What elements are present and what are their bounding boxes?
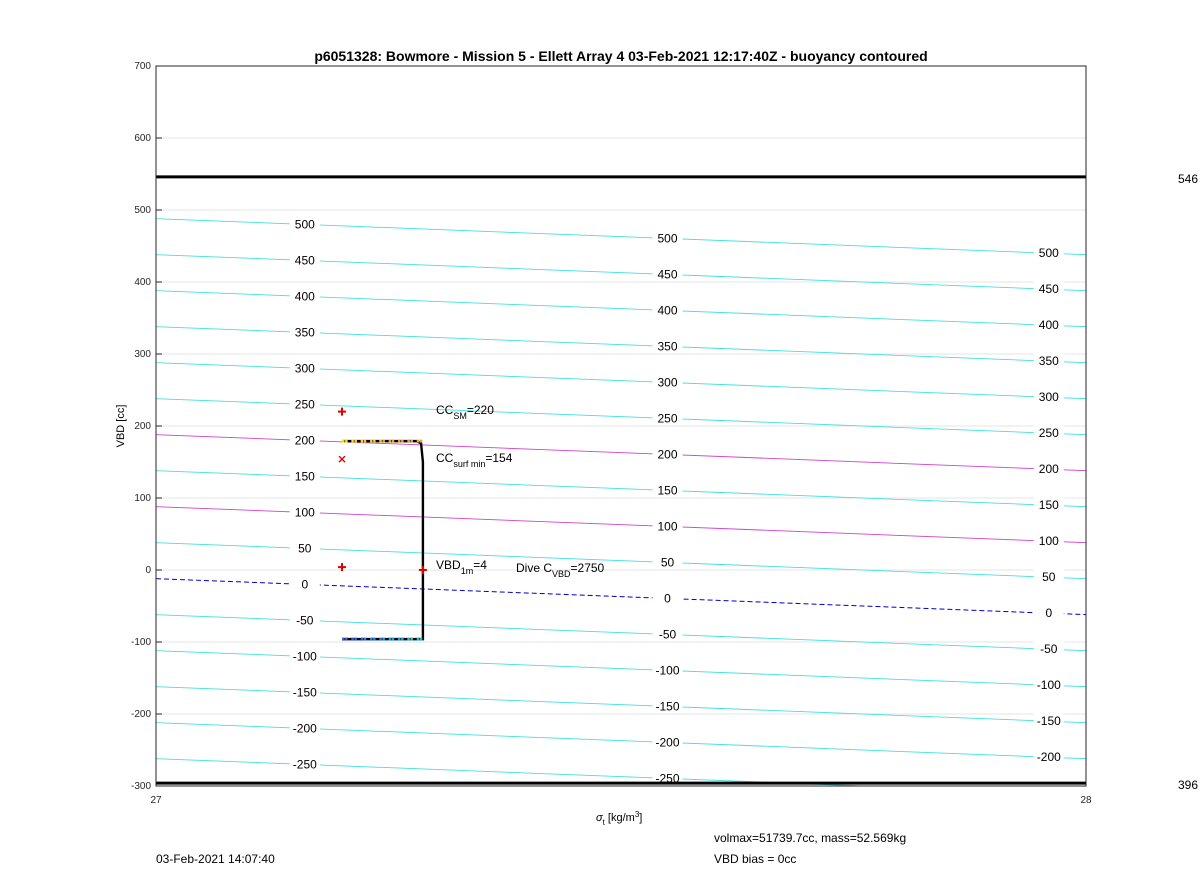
- contour-label: -150: [1036, 714, 1061, 729]
- contour-label: 500: [1038, 246, 1059, 261]
- contour-label: 250: [657, 411, 678, 426]
- plus-marker: [419, 566, 427, 574]
- contour-label: -250: [655, 771, 680, 786]
- contour-label: 400: [1038, 318, 1059, 333]
- contour-label: -200: [655, 735, 680, 750]
- cc-sm-annotation: $CC_{SM}=220$: [436, 403, 494, 421]
- contour-label: 200: [1038, 462, 1059, 477]
- contour-label: 200: [294, 433, 315, 448]
- contour-label: -200: [292, 721, 317, 736]
- y-tick-label: 700: [134, 61, 151, 72]
- cross-marker: [339, 456, 345, 462]
- y-axis-ticks: [131, 61, 162, 792]
- x-axis-label: $\sigma_t$ $[kg/m^3]$: [596, 810, 643, 827]
- y-tick-label: 400: [134, 277, 151, 288]
- contour-label: 300: [657, 375, 678, 390]
- contour-label: 100: [1038, 534, 1059, 549]
- chart-title: p6051328: Bowmore - Mission 5 - Ellett Array 4 03-Feb-2021 12:17:40Z - buoyancy contoured: [314, 48, 928, 64]
- y-tick-label: -100: [130, 637, 151, 648]
- y-tick-label: -300: [130, 781, 151, 792]
- contour-label: 100: [657, 519, 678, 534]
- contour-label: 50: [660, 555, 675, 570]
- contour-label: 450: [294, 253, 315, 268]
- markers: [338, 408, 427, 574]
- y-tick-label: 500: [134, 205, 151, 216]
- reference-line-label: 546: [1177, 171, 1198, 186]
- contour-label: 50: [298, 541, 312, 556]
- footer-timestamp: 03-Feb-2021 14:07:40: [156, 852, 275, 866]
- contour-label: 0: [301, 577, 309, 592]
- y-tick-label: 300: [134, 349, 151, 360]
- reference-line-label: 396: [1177, 778, 1198, 793]
- contour-label: 450: [1038, 282, 1059, 297]
- contour-label: 150: [657, 483, 678, 498]
- contour-label: -100: [292, 649, 317, 664]
- gridlines: [156, 66, 1086, 786]
- y-tick-label: 200: [134, 421, 151, 432]
- y-tick-label: -200: [130, 709, 151, 720]
- y-axis-label: VBD [cc]: [115, 404, 127, 448]
- contour-label: 100: [294, 505, 315, 520]
- contour-label: 300: [1038, 390, 1059, 405]
- contour-label: -100: [655, 663, 680, 678]
- contour-label: 500: [294, 217, 315, 232]
- contour-label: 250: [1038, 426, 1059, 441]
- contour-label: -200: [1036, 750, 1061, 765]
- contour-label: -50: [1040, 642, 1058, 657]
- footer-volmax: volmax=51739.7cc, mass=52.569kg: [714, 831, 907, 845]
- contour-label: 400: [657, 303, 678, 318]
- y-tick-label: 100: [134, 493, 151, 504]
- contour-label: -150: [655, 699, 680, 714]
- vbd-1m-annotation: $VBD_{1m}=4$: [436, 558, 487, 576]
- footer-vbd-bias: VBD bias = 0cc: [714, 852, 797, 866]
- cc-surf-min-annotation: $CC_{surf min}=154$: [436, 451, 513, 469]
- contour-label: 0: [664, 591, 671, 606]
- contour-label: -50: [296, 613, 314, 628]
- contour-label: 500: [657, 231, 678, 246]
- contour-label: 300: [294, 361, 315, 376]
- y-tick-label: 0: [145, 565, 151, 576]
- contour-label: -250: [292, 757, 317, 772]
- x-tick-label: 27: [150, 795, 162, 806]
- contour-label: 150: [294, 469, 315, 484]
- dive-trace: [342, 441, 423, 639]
- contour-label: 450: [657, 267, 678, 282]
- dive-cvbd-annotation: Dive $C_{VBD}=2750$: [516, 561, 605, 579]
- contour-label: 250: [294, 397, 315, 412]
- contour-label: 350: [294, 325, 315, 340]
- contour-label: 200: [657, 447, 678, 462]
- contour-label: 350: [657, 339, 678, 354]
- contour-label: 0: [1045, 606, 1053, 621]
- y-tick-label: 600: [134, 133, 151, 144]
- contour-label: 150: [1038, 498, 1059, 513]
- contour-label: -50: [658, 627, 677, 642]
- contour-label: 400: [294, 289, 315, 304]
- plus-marker: [338, 408, 346, 416]
- contour-label: 50: [1042, 570, 1056, 585]
- dive-trace-line: [342, 441, 423, 639]
- contour-label: -150: [292, 685, 317, 700]
- contour-label: -100: [1036, 678, 1061, 693]
- x-tick-label: 28: [1080, 795, 1092, 806]
- contour-label: 350: [1038, 354, 1059, 369]
